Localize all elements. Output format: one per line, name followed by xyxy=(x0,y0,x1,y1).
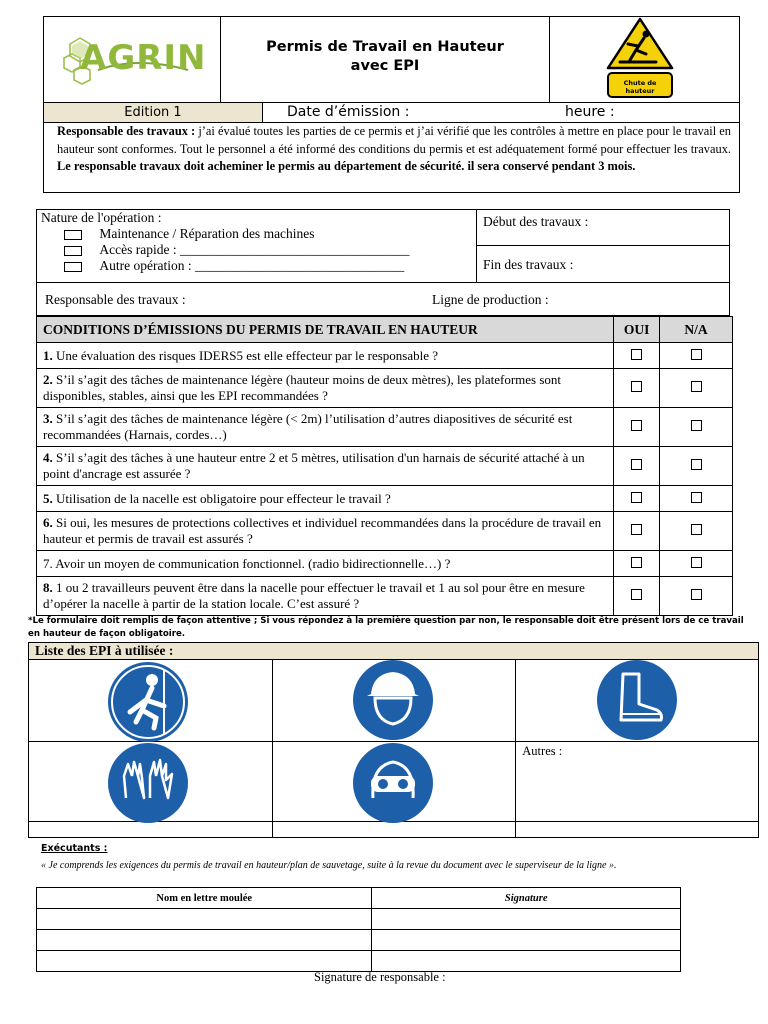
checkbox-na-8[interactable] xyxy=(691,589,702,600)
logo-text: AGRIN xyxy=(80,38,207,78)
table-row xyxy=(37,930,681,951)
option-label-autre: Autre opération : _______________________________ xyxy=(99,258,405,273)
condition-text: 4. S’il s’agit des tâches à une hauteur entre 2 et 5 mètres, utilisation d'un harnais de sécurité attaché à un point d'ancrage est assurée ? xyxy=(37,447,614,486)
executants-statement: « Je comprends les exigences du permis de travail en hauteur/plan de sauvetage, suite à la revue du document avec le superviseur de la ligne ». xyxy=(41,860,617,871)
header-divider-2 xyxy=(549,16,550,103)
edition-cell xyxy=(44,103,263,122)
fin-travaux-field[interactable]: Fin des travaux : xyxy=(483,257,574,272)
checkbox-oui-2[interactable] xyxy=(631,381,642,392)
checkbox-oui-3[interactable] xyxy=(631,420,642,431)
condition-row-5 xyxy=(37,486,733,512)
operation-option-acces[interactable] xyxy=(64,242,409,258)
checkbox-na-2[interactable] xyxy=(691,381,702,392)
operation-option-autre[interactable] xyxy=(64,258,404,274)
epi-empty-cell xyxy=(516,822,759,838)
condition-row-7 xyxy=(37,551,733,577)
harness-icon xyxy=(106,660,190,744)
intro-text: j’ai évalué toutes les parties de ce permis et j’ai vérifié que les contrôles à mettre en place pour le travail en hauteur sont conformes. Tout le personnel a été informé des conditions du permis et est adéquatement formé pour effectuer les travaux. xyxy=(57,124,731,156)
agrin-logo xyxy=(58,26,208,92)
condition-row-8 xyxy=(37,577,733,616)
nom-input-2[interactable] xyxy=(37,930,372,951)
table-row xyxy=(37,951,681,972)
condition-text: 2. S’il s’agit des tâches de maintenance légère (hauteur moins de deux mètres), les plateformes sont disponibles, stables, ainsi que les EPI recommandées ? xyxy=(37,369,614,408)
col-signature: Signature xyxy=(372,888,681,909)
condition-text: 7. Avoir un moyen de communication fonctionnel. (radio bidirectionnelle…) ? xyxy=(37,551,614,577)
checkbox-oui-5[interactable] xyxy=(631,492,642,503)
condition-text: 3. S’il s’agit des tâches de maintenance légère (< 2m) l’utilisation d’autres diapositives de sécurité est recommandées (Harnais, cordes…) xyxy=(37,408,614,447)
intro-bold-tail: Le responsable travaux doit acheminer le permis au département de sécurité. il sera conservé pendant 3 mois. xyxy=(57,159,636,173)
autres-label: Autres : xyxy=(522,744,563,758)
nom-input-3[interactable] xyxy=(37,951,372,972)
condition-text: 5. Utilisation de la nacelle est obligatoire pour effecteur le travail ? xyxy=(37,486,614,512)
operation-divider-h xyxy=(36,282,730,283)
title-line-2: avec EPI xyxy=(350,58,420,74)
fall-warning-sign xyxy=(606,16,674,100)
checkbox-oui-6[interactable] xyxy=(631,524,642,535)
title-line-1: Permis de Travail en Hauteur xyxy=(266,39,504,55)
executants-title: Exécutants : xyxy=(41,843,108,854)
checkbox-na-6[interactable] xyxy=(691,524,702,535)
condition-row-4 xyxy=(37,447,733,486)
conditions-table xyxy=(36,316,733,616)
date-emission-field[interactable]: Date d’émission : xyxy=(287,104,410,120)
executants-table xyxy=(36,887,681,972)
signature-input-3[interactable] xyxy=(372,951,681,972)
condition-row-6 xyxy=(37,512,733,551)
checkbox-maintenance[interactable] xyxy=(64,230,82,240)
edition-label: Edition 1 xyxy=(124,105,182,120)
checkbox-oui-8[interactable] xyxy=(631,589,642,600)
intro-paragraph xyxy=(57,123,731,176)
checkbox-na-5[interactable] xyxy=(691,492,702,503)
checkbox-oui-4[interactable] xyxy=(631,459,642,470)
condition-text: 1. Une évaluation des risques IDERS5 est elle effecteur par le responsable ? xyxy=(37,343,614,369)
checkbox-acces-rapide[interactable] xyxy=(64,246,82,256)
heure-field[interactable]: heure : xyxy=(565,104,615,120)
operation-option-maintenance[interactable] xyxy=(64,226,315,242)
condition-text: 6. Si oui, les mesures de protections collectives et individuel recommandées dans la procédure de travail en hauteur et permis de travail est assurés ? xyxy=(37,512,614,551)
table-row xyxy=(37,909,681,930)
checkbox-oui-7[interactable] xyxy=(631,557,642,568)
warning-label: Chute de hauteur xyxy=(623,79,657,95)
signature-input-2[interactable] xyxy=(372,930,681,951)
checkbox-autre-operation[interactable] xyxy=(64,262,82,272)
responsable-travaux-field[interactable]: Responsable des travaux : xyxy=(45,292,186,307)
condition-text: 8. 1 ou 2 travailleurs peuvent être dans la nacelle pour effectuer le travail et 1 au sol pour être en mesure d’opérer la nacelle à partir de la station locale. C’est assuré ? xyxy=(37,577,614,616)
checkbox-na-4[interactable] xyxy=(691,459,702,470)
gloves-icon xyxy=(106,742,190,824)
checkbox-na-3[interactable] xyxy=(691,420,702,431)
epi-title: Liste des EPI à utilisée : xyxy=(35,643,174,658)
option-label-maintenance: Maintenance / Réparation des machines xyxy=(99,226,315,241)
col-na: N/A xyxy=(660,317,733,343)
conditions-title: CONDITIONS D’ÉMISSIONS DU PERMIS DE TRAVAIL EN HAUTEUR xyxy=(37,317,614,343)
intro-bold-lead: Responsable des travaux : xyxy=(57,124,196,138)
operation-label: Nature de l'opération : xyxy=(41,210,162,225)
signature-input-1[interactable] xyxy=(372,909,681,930)
condition-row-1 xyxy=(37,343,733,369)
signature-responsable[interactable]: Signature de responsable : xyxy=(314,970,446,984)
condition-row-2 xyxy=(37,369,733,408)
col-nom: Nom en lettre moulée xyxy=(37,888,372,909)
option-label-acces: Accès rapide : __________________________________ xyxy=(99,242,410,257)
debut-fin-divider xyxy=(476,245,730,246)
epi-cell-autres[interactable] xyxy=(516,742,759,822)
checkbox-na-1[interactable] xyxy=(691,349,702,360)
goggles-icon xyxy=(351,742,435,824)
document-title xyxy=(221,38,549,76)
checkbox-oui-1[interactable] xyxy=(631,349,642,360)
boots-icon xyxy=(595,658,679,742)
conditions-note: *Le formulaire doit remplis de façon attentive ; Si vous répondez à la première question par non, le responsable doit être présent lors de ce travail en hauteur de façon obligatoire. xyxy=(28,616,744,639)
conditions-header-row xyxy=(37,317,733,343)
helmet-icon xyxy=(351,658,435,742)
ligne-production-field[interactable]: Ligne de production : xyxy=(432,292,549,307)
nom-input-1[interactable] xyxy=(37,909,372,930)
checkbox-na-7[interactable] xyxy=(691,557,702,568)
condition-row-3 xyxy=(37,408,733,447)
col-oui: OUI xyxy=(614,317,660,343)
debut-travaux-field[interactable]: Début des travaux : xyxy=(483,214,589,229)
